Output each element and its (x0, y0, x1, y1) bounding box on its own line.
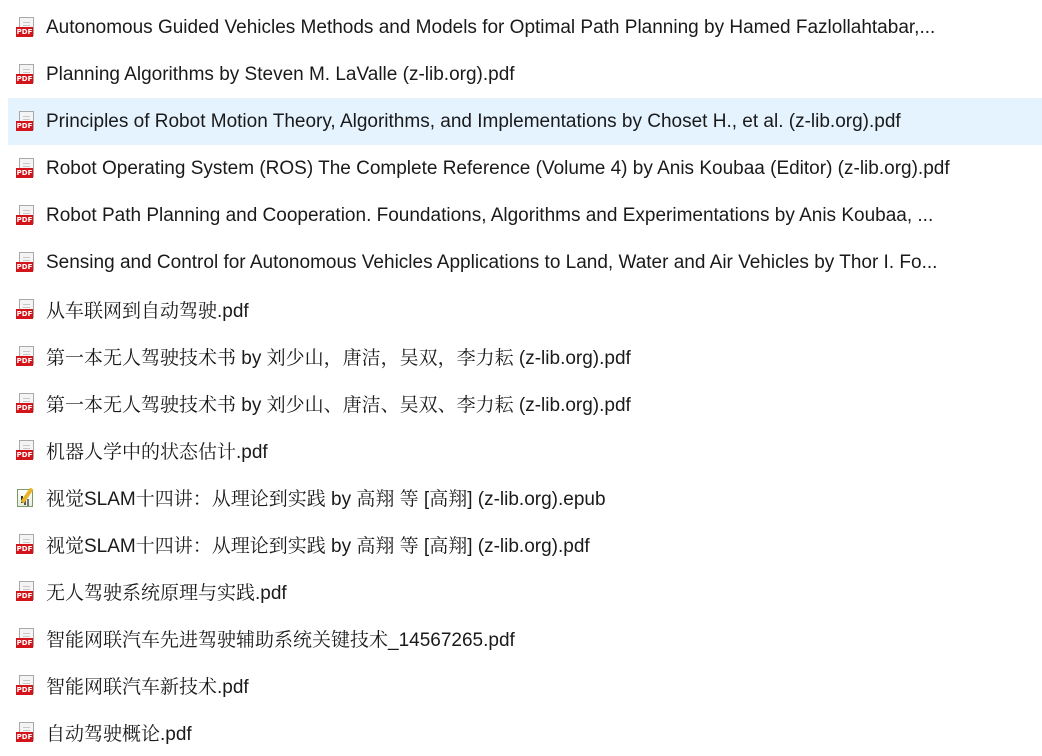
file-name: Planning Algorithms by Steven M. LaValle (z-lib.org).pdf (46, 63, 515, 85)
pdf-file-icon: PDF (16, 64, 36, 86)
pdf-file-icon: PDF (16, 299, 36, 321)
pdf-file-icon: PDF (16, 158, 36, 180)
file-item[interactable] (8, 662, 1042, 709)
pdf-file-icon: PDF (16, 393, 36, 415)
file-name: 第一本无人驾驶技术书 by 刘少山，唐洁，吴双，李力耘 (z-lib.org).pdf (46, 348, 631, 369)
file-item[interactable] (8, 521, 1042, 568)
pdf-file-icon: PDF (16, 252, 36, 274)
epub-file-icon (16, 487, 36, 509)
file-name: 无人驾驶系统原理与实践.pdf (46, 583, 287, 604)
file-list (0, 4, 1042, 756)
file-name: 第一本无人驾驶技术书 by 刘少山、唐洁、吴双、李力耘 (z-lib.org).pdf (46, 395, 631, 416)
file-name: 智能网联汽车先进驾驶辅助系统关键技术_14567265.pdf (46, 630, 515, 651)
file-item[interactable] (8, 709, 1042, 756)
pdf-file-icon: PDF (16, 628, 36, 650)
file-item[interactable] (8, 333, 1042, 380)
file-name: 从车联网到自动驾驶.pdf (46, 301, 249, 322)
file-item[interactable] (8, 239, 1042, 286)
file-name: 智能网联汽车新技术.pdf (46, 677, 249, 698)
file-item[interactable] (8, 286, 1042, 333)
file-name: Robot Operating System (ROS) The Complete Reference (Volume 4) by Anis Koubaa (Editor) (z-lib.org).pdf (46, 157, 950, 179)
file-item[interactable] (8, 568, 1042, 615)
pdf-file-icon: PDF (16, 534, 36, 556)
pdf-file-icon: PDF (16, 111, 36, 133)
file-name: Robot Path Planning and Cooperation. Foundations, Algorithms and Experimentations by Anis Koubaa, ... (46, 204, 934, 226)
file-name: 自动驾驶概论.pdf (46, 724, 192, 745)
file-item[interactable] (8, 145, 1042, 192)
file-item[interactable] (8, 615, 1042, 662)
pdf-file-icon: PDF (16, 346, 36, 368)
file-item[interactable] (8, 4, 1042, 51)
pdf-file-icon: PDF (16, 17, 36, 39)
file-item[interactable] (8, 474, 1042, 521)
pdf-file-icon: PDF (16, 722, 36, 744)
pdf-file-icon: PDF (16, 581, 36, 603)
file-name: Principles of Robot Motion Theory, Algorithms, and Implementations by Choset H., et al. (z-lib.org).pdf (46, 110, 901, 132)
file-item[interactable] (8, 51, 1042, 98)
file-name: 机器人学中的状态估计.pdf (46, 442, 268, 463)
file-name: 视觉SLAM十四讲：从理论到实践 by 高翔 等 [高翔] (z-lib.org).pdf (46, 536, 590, 557)
file-name: Autonomous Guided Vehicles Methods and Models for Optimal Path Planning by Hamed Fazlollahtabar,... (46, 16, 936, 38)
file-item[interactable] (8, 192, 1042, 239)
pdf-file-icon: PDF (16, 205, 36, 227)
file-item[interactable] (8, 427, 1042, 474)
file-name: 视觉SLAM十四讲：从理论到实践 by 高翔 等 [高翔] (z-lib.org).epub (46, 489, 606, 510)
file-name: Sensing and Control for Autonomous Vehicles Applications to Land, Water and Air Vehicles by Thor I. Fo... (46, 251, 938, 273)
pdf-file-icon: PDF (16, 675, 36, 697)
pdf-file-icon: PDF (16, 440, 36, 462)
file-item[interactable] (8, 380, 1042, 427)
file-item[interactable] (8, 98, 1042, 145)
